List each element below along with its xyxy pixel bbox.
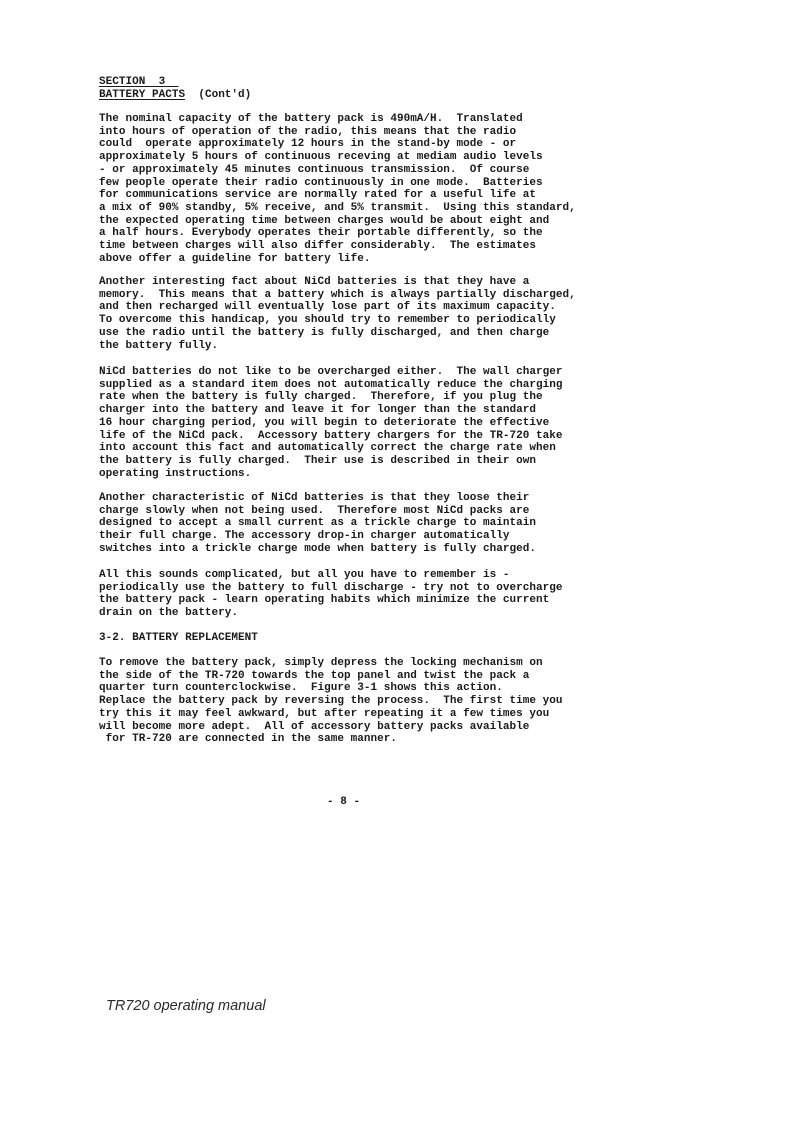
text-line: for TR-720 are connected in the same manner. — [99, 733, 397, 746]
section-continued: (Cont'd) — [198, 88, 252, 101]
text-line: All this sounds complicated, but all you have to remember is - — [99, 569, 510, 581]
text-line: charge slowly when not being used. Therefore most NiCd packs are — [99, 504, 530, 517]
text-line: memory. This means that a battery which is always partially discharged, — [99, 288, 576, 301]
text-line: - or approximately 45 minutes continuous transmission. Of course — [99, 163, 530, 176]
section-label: SECTION 3 — [99, 76, 166, 88]
text-line: 16 hour charging period, you will begin to deteriorate the effective — [99, 416, 550, 429]
text-line: To remove the battery pack, simply depress the locking mechanism on — [99, 657, 543, 669]
section-title: BATTERY PACTS — [99, 88, 186, 101]
text-line: operating instructions. — [99, 467, 252, 480]
text-line: will become more adept. All of accessory battery packs available — [99, 720, 530, 733]
footer-caption: TR720 operating manual — [106, 998, 266, 1014]
section-label-line — [99, 76, 251, 89]
paragraph-capacity — [99, 113, 576, 265]
text-line: Replace the battery pack by reversing the process. The first time you — [99, 695, 563, 708]
paragraph-replacement — [99, 657, 562, 746]
section-header — [99, 76, 251, 101]
text-line: supplied as a standard item does not automatically reduce the charging — [99, 378, 563, 391]
text-line: into hours of operation of the radio, this means that the radio — [99, 125, 517, 138]
text-line: approximately 5 hours of continuous receving at mediam audio levels — [99, 151, 543, 164]
text-line: few people operate their radio continuously in one mode. Batteries — [99, 176, 543, 189]
text-line: NiCd batteries do not like to be overcharged either. The wall charger — [99, 366, 563, 378]
subsection-heading — [99, 632, 258, 645]
text-line: their full charge. The accessory drop-in charger automatically — [99, 530, 510, 543]
text-line: periodically use the battery to full discharge - try not to overcharge — [99, 581, 563, 594]
text-line: Another interesting fact about NiCd batteries is that they have a — [99, 276, 530, 288]
text-line: the battery fully. — [99, 339, 219, 352]
text-line: rate when the battery is fully charged. Therefore, if you plug the — [99, 391, 543, 404]
text-line: To overcome this handicap, you should try to remember to periodically — [99, 314, 556, 327]
text-line: life of the NiCd pack. Accessory battery chargers for the TR-720 take — [99, 429, 563, 442]
text-line: for communications service are normally rated for a useful life at — [99, 189, 536, 202]
text-line: switches into a trickle charge mode when battery is fully charged. — [99, 542, 536, 555]
text-line: time between charges will also differ considerably. The estimates — [99, 240, 536, 253]
text-line: charger into the battery and leave it for longer than the standard — [99, 404, 536, 417]
text-line: try this it may feel awkward, but after repeating it a few times you — [99, 707, 550, 720]
text-line: and then recharged will eventually lose part of its maximum capacity. — [99, 301, 556, 314]
paragraph-memory — [99, 276, 576, 352]
text-line: drain on the battery. — [99, 607, 239, 620]
text-line: the side of the TR-720 towards the top panel and twist the pack a — [99, 669, 530, 682]
paragraph-trickle — [99, 492, 536, 556]
text-line: a half hours. Everybody operates their portable differently, so the — [99, 227, 543, 240]
text-line: quarter turn counterclockwise. Figure 3-1 shows this action. — [99, 682, 503, 695]
text-line: a mix of 90% standby, 5% receive, and 5% transmit. Using this standard, — [99, 201, 576, 214]
text-line: the battery pack - learn operating habits which minimize the current — [99, 594, 550, 607]
paragraph-summary — [99, 569, 562, 620]
text-line: The nominal capacity of the battery pack is 490mA/H. Translated — [99, 113, 523, 125]
text-line: Another characteristic of NiCd batteries is that they loose their — [99, 492, 530, 504]
text-line: could operate approximately 12 hours in the stand-by mode - or — [99, 138, 517, 151]
page-number: - 8 - — [327, 796, 361, 808]
text-line: designed to accept a small current as a trickle charge to maintain — [99, 517, 536, 530]
subsection-title: 3-2. BATTERY REPLACEMENT — [99, 632, 258, 644]
text-line: above offer a guideline for battery life. — [99, 252, 371, 265]
section-title-line — [99, 89, 251, 102]
text-line: the battery is fully charged. Their use is described in their own — [99, 454, 536, 467]
text-line: the expected operating time between charges would be about eight and — [99, 214, 550, 227]
text-line: into account this fact and automatically correct the charge rate when — [99, 442, 556, 455]
paragraph-overcharge — [99, 366, 562, 480]
text-line: use the radio until the battery is fully discharged, and then charge — [99, 326, 550, 339]
